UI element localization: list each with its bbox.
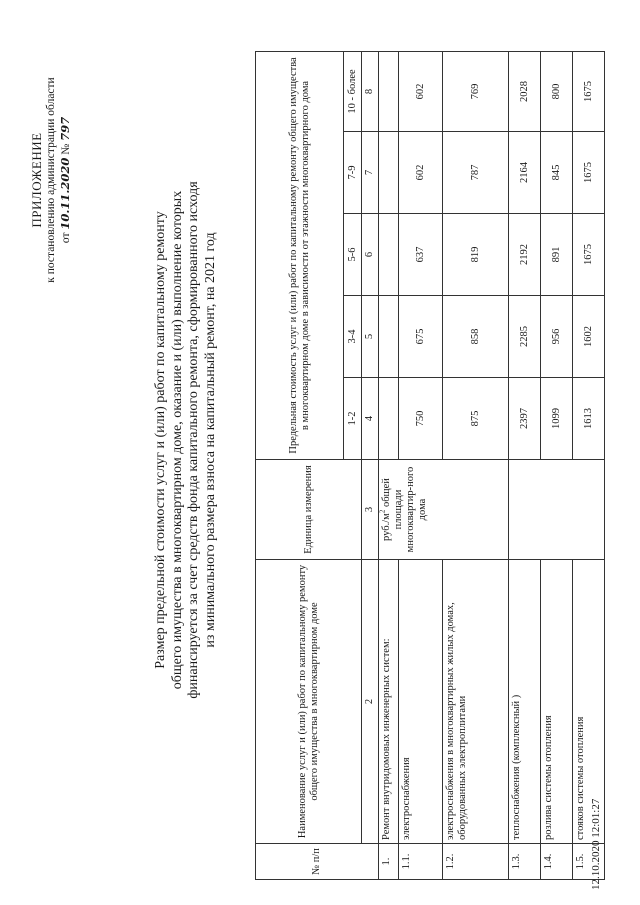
title-line-1: Размер предельной стоимости услуг и (или) работ по капитальному ремонту [153, 211, 168, 669]
header-unit: Единица измерения [256, 460, 362, 560]
appendix-title: ПРИЛОЖЕНИЕ [29, 132, 44, 228]
value-cell: 2285 [509, 296, 541, 378]
value-cell: 891 [541, 214, 573, 296]
value-cell: 2397 [509, 378, 541, 460]
header-num: № п/п [256, 844, 379, 880]
appendix-resolution-line: к постановлению администрации области [45, 77, 57, 283]
title-line-4: из минимального размера взноса на капитальный ремонт, на 2021 год [202, 232, 218, 648]
empty-cell [379, 132, 399, 214]
value-cell: 675 [399, 296, 443, 378]
title-line-3: финансируется за счет средств фонда капитального ремонта, сформированного исходя [186, 181, 201, 699]
row-num: 1.1. [399, 844, 443, 880]
number-label: № [60, 143, 72, 155]
value-cell: 1099 [541, 378, 573, 460]
value-cell: 750 [399, 378, 443, 460]
value-cell: 845 [541, 132, 573, 214]
handwritten-number: 797 [58, 116, 72, 141]
index-cell: 3 [362, 460, 379, 560]
unit-superscript: 2 [378, 509, 387, 514]
document-title [153, 45, 219, 835]
table-row [509, 51, 541, 879]
value-cell: 1602 [573, 296, 605, 378]
appendix-date-line [58, 65, 73, 295]
table-row-section [379, 51, 399, 879]
index-cell: 5 [362, 296, 379, 378]
value-cell: 602 [399, 132, 443, 214]
row-num: 1.4. [541, 844, 573, 880]
row-name: Ремонт внутридомовых инженерных систем: [379, 560, 399, 844]
index-cell: 8 [362, 51, 379, 131]
value-cell: 2164 [509, 132, 541, 214]
value-cell: 1613 [573, 378, 605, 460]
value-cell: 1675 [573, 51, 605, 131]
row-num: 1. [379, 844, 399, 880]
value-cell: 602 [399, 51, 443, 131]
appendix-header [30, 65, 73, 295]
row-num: 1.3. [509, 844, 541, 880]
row-name: электроснабжения в многоквартирных жилых домах, оборудованных электроплитами [443, 560, 509, 844]
header-floor: 7-9 [344, 132, 362, 214]
header-name: Наименование услуг и (или) работ по капитальному ремонту общего имущества в многоквартирном доме [256, 560, 362, 844]
index-cell: 6 [362, 214, 379, 296]
value-cell: 2028 [509, 51, 541, 131]
rotated-content [10, 35, 610, 895]
from-prefix: от [60, 232, 72, 244]
value-cell: 858 [443, 296, 509, 378]
empty-cell [379, 214, 399, 296]
value-cell: 1675 [573, 132, 605, 214]
unit-main: руб./м [381, 513, 392, 541]
empty-cell [379, 378, 399, 460]
title-line-2: общего имущества в многоквартирном доме, оказание и (или) выполнение которых [169, 190, 185, 690]
unit-rest: общей площади многоквартир-ного дома [381, 466, 428, 553]
index-cell: 7 [362, 132, 379, 214]
value-cell: 637 [399, 214, 443, 296]
value-cell: 2192 [509, 214, 541, 296]
table-index-row [362, 51, 379, 879]
index-cell: 4 [362, 378, 379, 460]
empty-cell [379, 51, 399, 131]
unit-cell-empty [509, 460, 605, 560]
row-num: 1.2. [443, 844, 509, 880]
empty-cell [379, 296, 399, 378]
table-header-row [256, 51, 344, 879]
header-floor: 5-6 [344, 214, 362, 296]
value-cell: 769 [443, 51, 509, 131]
price-table [255, 51, 605, 880]
header-floor: 10 - более [344, 51, 362, 131]
print-timestamp: 12.10.2020 12:01:27 [590, 798, 602, 890]
index-cell: 2 [362, 560, 379, 844]
value-cell: 800 [541, 51, 573, 131]
value-cell: 956 [541, 296, 573, 378]
row-name: электроснабжения [399, 560, 443, 844]
unit-cell [379, 460, 509, 560]
header-floor: 1-2 [344, 378, 362, 460]
value-cell: 1675 [573, 214, 605, 296]
value-cell: 787 [443, 132, 509, 214]
value-cell: 819 [443, 214, 509, 296]
value-cell: 875 [443, 378, 509, 460]
row-num: 1.5. [573, 844, 605, 880]
header-floor: 3-4 [344, 296, 362, 378]
row-name: розлива системы отопления [541, 560, 573, 844]
row-name: стояков системы отопления [573, 560, 605, 844]
handwritten-date: 10.11.2020 [58, 157, 72, 230]
row-name: теплоснабжения (комплексный ) [509, 560, 541, 844]
header-price-group: Предельная стоимость услуг и (или) работ по капитальному ремонту общего имущества в многоквартирном доме в зависимости от этажности многоквартирного дома [256, 51, 344, 459]
